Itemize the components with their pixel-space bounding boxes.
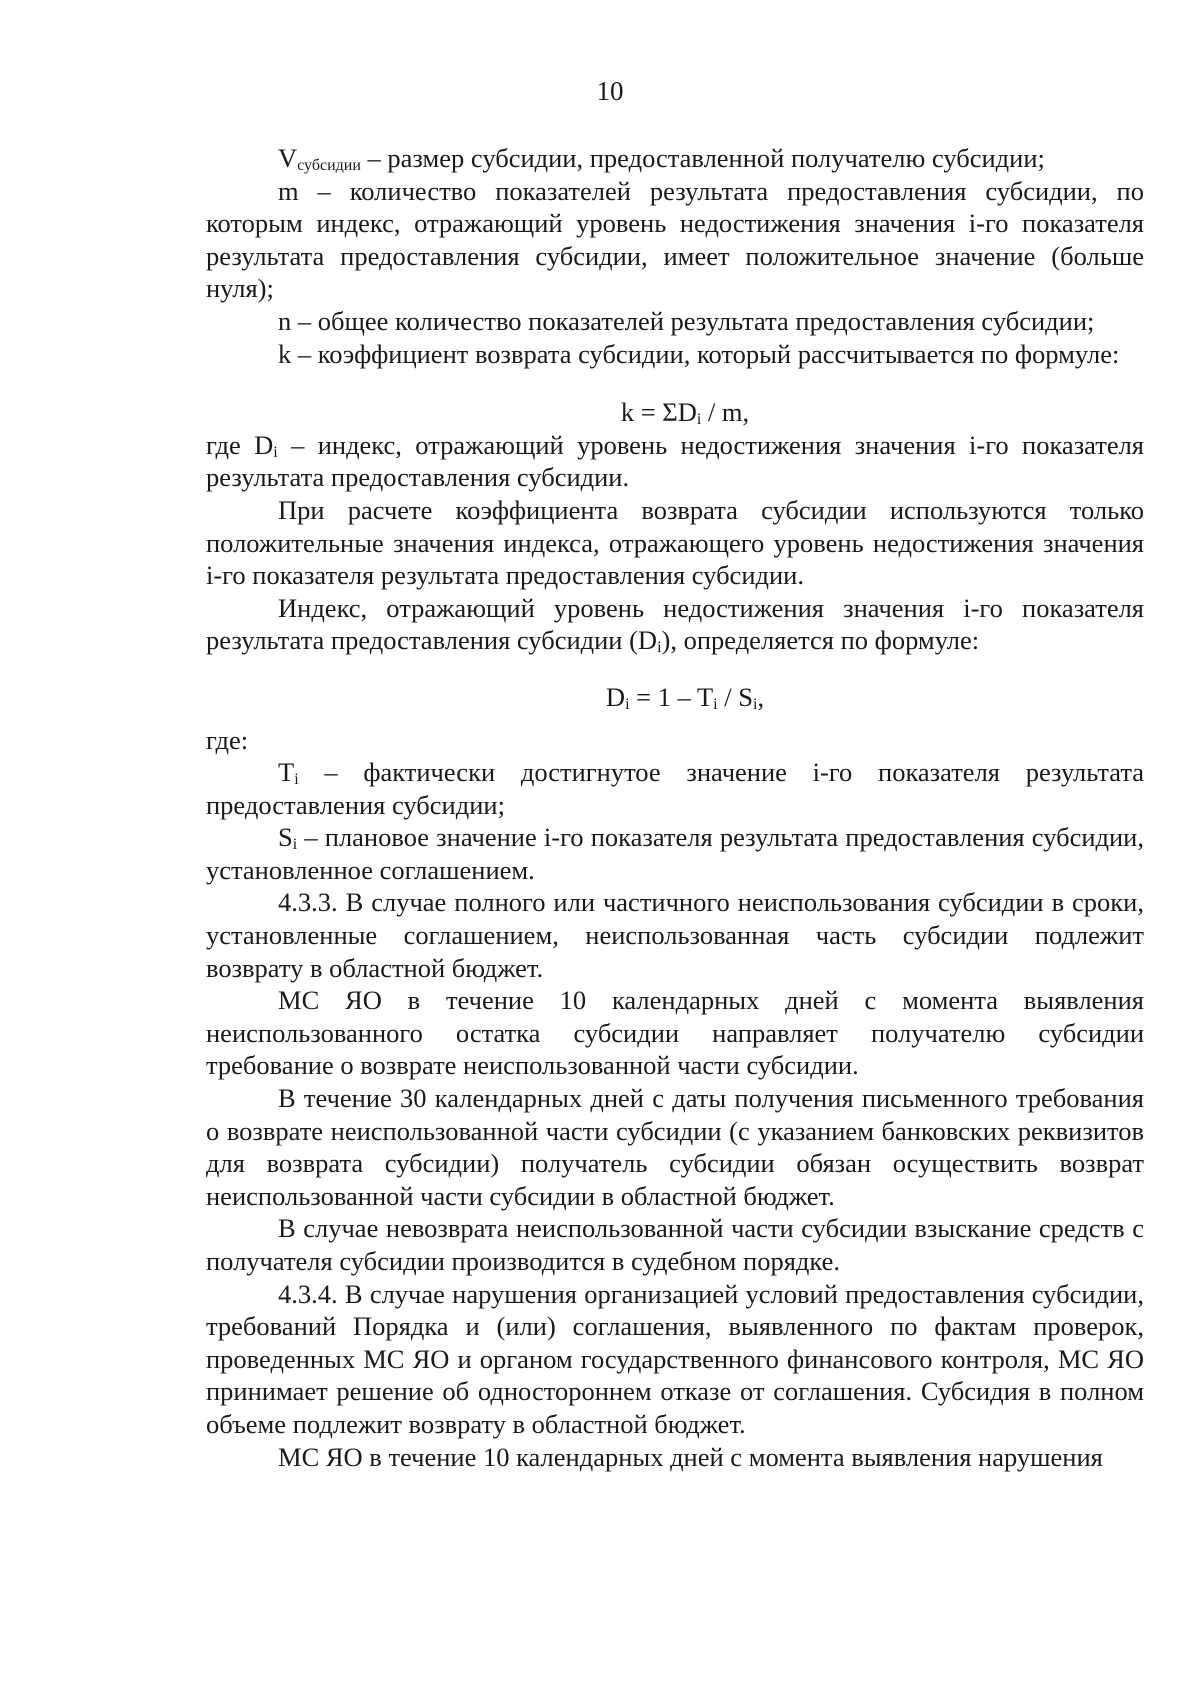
definition-v bbox=[206, 142, 1144, 175]
index-intro-post: ), определяется по формуле: bbox=[661, 625, 980, 656]
definition-d-text: – индекс, отражающий уровень недостижения значения i-го показателя результата предоставления субсидии. bbox=[206, 429, 1144, 493]
definition-s-text: – плановое значение i-го показателя результата предоставления субсидии, установленное соглашением. bbox=[206, 822, 1144, 885]
definition-d-pre: где D bbox=[206, 429, 274, 460]
definition-t bbox=[206, 756, 1144, 821]
formula-s-subscript: i bbox=[752, 695, 758, 713]
definition-s bbox=[206, 821, 1144, 886]
var-t-subscript: i bbox=[294, 771, 299, 789]
var-t: T bbox=[278, 757, 295, 788]
definition-m: m – количество показателей результата предоставления субсидии, по которым индекс, отражающий уровень недостижения значения i-го показателя результата предоставления субсидии, имеет положительное значение (больше нуля); bbox=[206, 175, 1144, 304]
where-label: где: bbox=[206, 724, 249, 755]
formula-d-end: , bbox=[757, 681, 765, 712]
definition-n: n – общее количество показателей результата предоставления субсидии; bbox=[278, 305, 1095, 336]
page-number: 10 bbox=[596, 76, 624, 106]
definition-k: k – коэффициент возврата субсидии, который рассчитывается по формуле: bbox=[278, 338, 1120, 369]
paragraph-4-3-4: 4.3.4. В случае нарушения организацией условий предоставления субсидии, требований Порядка и (или) соглашения, выявленного по фактам проверок, проведенных МС ЯО и органом государственного финансового контроля, МС ЯО принимает решение об одностороннем отказе от соглашения. Субсидия в полном объеме подлежит возврату в областной бюджет. bbox=[206, 1278, 1144, 1439]
formula-k-subscript: i bbox=[696, 411, 702, 429]
definition-d bbox=[206, 429, 1144, 494]
formula-k-lhs: k = ΣD bbox=[620, 397, 697, 428]
formula-d-slash: / S bbox=[717, 681, 753, 712]
paragraph-calc-note: При расчете коэффициента возврата субсидии используются только положительные значения индекса, отражающего уровень недостижения значения i-го показателя результата предоставления субсидии. bbox=[206, 494, 1144, 591]
paragraph-last: МС ЯО в течение 10 календарных дней с момента выявления нарушения bbox=[278, 1441, 1103, 1472]
formula-d bbox=[206, 681, 1144, 714]
paragraph-court: В случае невозврата неиспользованной части субсидии взыскание средств с получателя субсидии производится в судебном порядке. bbox=[206, 1213, 1144, 1276]
index-intro-subscript: i bbox=[657, 639, 662, 657]
definition-t-text: – фактически достигнутое значение i-го показателя результата предоставления субсидии; bbox=[206, 757, 1144, 820]
var-s: S bbox=[278, 822, 293, 853]
paragraph-ms-10-days: МС ЯО в течение 10 календарных дней с момента выявления неиспользованного остатка субсидии направляет получателю субсидии требование о возврате неиспользованной части субсидии. bbox=[206, 985, 1144, 1081]
formula-d-mid: = 1 – T bbox=[629, 681, 714, 712]
definition-d-subscript: i bbox=[273, 443, 278, 461]
paragraph-30-days: В течение 30 календарных дней с даты получения письменного требования о возврате неиспользованной части субсидии (с указанием банковских реквизитов для возврата субсидии) получатель субсидии обязан осуществить возврат неиспользованной части субсидии в областной бюджет. bbox=[206, 1083, 1144, 1211]
formula-t-subscript: i bbox=[713, 695, 718, 713]
document-body bbox=[206, 142, 1144, 1473]
formula-k bbox=[206, 396, 1144, 429]
definition-v-text: – размер субсидии, предоставленной получателю субсидии; bbox=[360, 143, 1045, 173]
formula-k-rhs: / m, bbox=[701, 397, 750, 428]
var-s-subscript: i bbox=[292, 836, 298, 854]
paragraph-index-intro bbox=[206, 592, 1144, 657]
paragraph-4-3-3: 4.3.3. В случае полного или частичного неиспользования субсидии в сроки, установленные соглашением, неиспользованная часть субсидии подлежит возврату в областной бюджет. bbox=[206, 887, 1144, 983]
var-v-subscript: субсидии bbox=[297, 157, 361, 174]
index-intro-pre: Индекс, отражающий уровень недостижения значения i-го показателя результата предоставления субсидии (D bbox=[206, 592, 1144, 656]
var-v: V bbox=[278, 143, 298, 173]
formula-d-var: D bbox=[605, 681, 626, 712]
formula-d-subscript: i bbox=[625, 695, 630, 713]
